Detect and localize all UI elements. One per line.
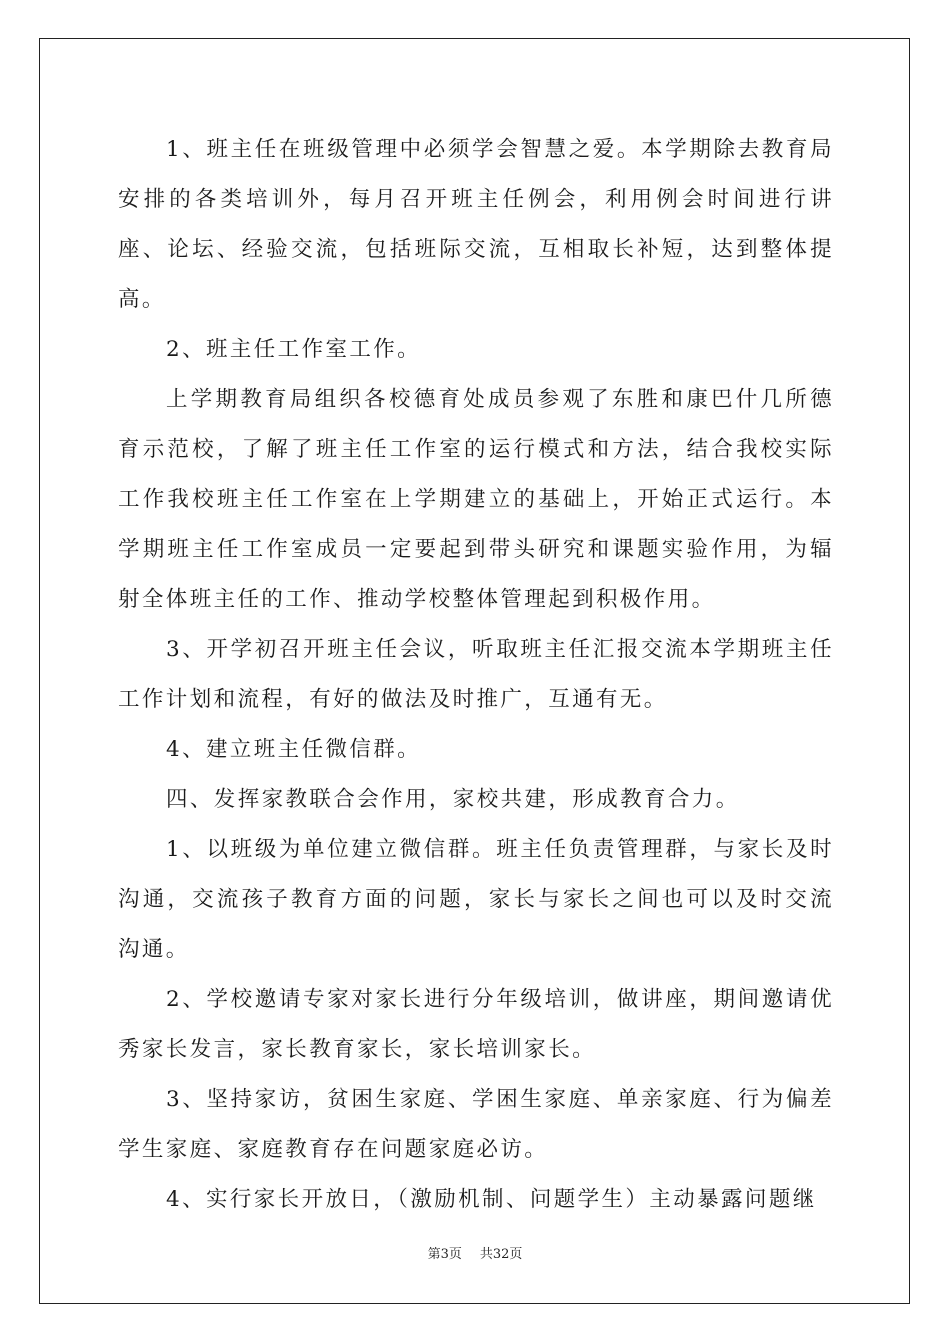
paragraph: 4、建立班主任微信群。 — [166, 737, 422, 762]
paragraph: 1、以班级为单位建立微信群。班主任负责管理群，与家长及时沟通，交流孩子教育方面的问题，家长与家长之间也可以及时交流沟通。 — [118, 837, 834, 962]
paragraph: 1、班主任在班级管理中必须学会智慧之爱。本学期除去教育局安排的各类培训外，每月召开班主任例会，利用例会时间进行讲座、论坛、经验交流，包括班际交流，互相取长补短，达到整体提高。 — [118, 137, 834, 312]
document-body — [118, 125, 834, 1225]
page-number: 第3页 — [427, 1247, 462, 1262]
paragraph: 上学期教育局组织各校德育处成员参观了东胜和康巴什几所德育示范校，了解了班主任工作室的运行模式和方法，结合我校实际工作我校班主任工作室在上学期建立的基础上，开始正式运行。本学期班主任工作室成员一定要起到带头研究和课题实验作用，为辐射全体班主任的工作、推动学校整体管理起到积极作用。 — [118, 387, 834, 612]
paragraph: 2、班主任工作室工作。 — [166, 337, 422, 362]
paragraph: 4、实行家长开放日，（激励机制、问题学生）主动暴露问题继 — [166, 1187, 817, 1212]
paragraph: 3、开学初召开班主任会议，听取班主任汇报交流本学期班主任工作计划和流程，有好的做法及时推广，互通有无。 — [118, 637, 834, 712]
paragraph: 2、学校邀请专家对家长进行分年级培训，做讲座，期间邀请优秀家长发言，家长教育家长，家长培训家长。 — [118, 987, 834, 1062]
page-footer — [0, 1246, 950, 1264]
page-total: 共32页 — [479, 1247, 523, 1262]
section-heading: 四、发挥家教联合会作用，家校共建，形成教育合力。 — [166, 787, 740, 812]
paragraph: 3、坚持家访，贫困生家庭、学困生家庭、单亲家庭、行为偏差学生家庭、家庭教育存在问题家庭必访。 — [118, 1087, 834, 1162]
